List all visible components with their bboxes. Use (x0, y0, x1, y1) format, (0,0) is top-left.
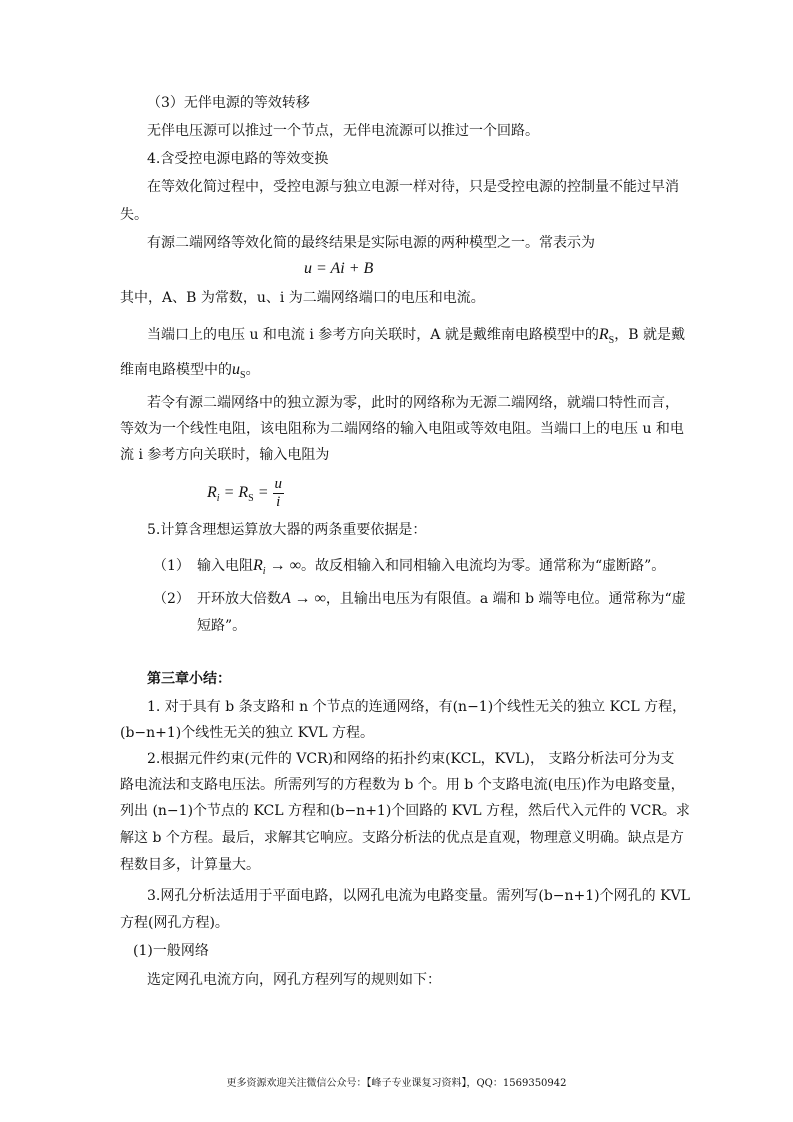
math-ri-infinity (253, 557, 301, 577)
paragraph-line: 3.网孔分析法适用于平面电路，以网孔电流为电路变量。需列写(b−n+1)个网孔的 KVL (147, 888, 690, 904)
math-subscript: S (608, 335, 615, 346)
subsection-equivalent-transfer: （3）无伴电源的等效转移 (147, 95, 310, 111)
paragraph-line: 流 i 参考方向关联时，输入电阻为 (120, 447, 330, 463)
text-segment: 输入电阻 (197, 558, 253, 574)
math-symbol-us (232, 361, 246, 381)
math-subscript: i (262, 566, 266, 577)
paragraph-line: 失。 (120, 207, 148, 223)
formula-input-resistance (207, 476, 284, 511)
paragraph-line: 选定网孔电流方向，网孔方程列写的规则如下： (147, 972, 441, 988)
list-number: （2） (153, 591, 190, 607)
math-symbol: R (207, 484, 217, 502)
fraction (273, 476, 285, 511)
list-number: （1） (153, 558, 190, 574)
paragraph-line (120, 361, 260, 385)
math-symbol: = R (219, 484, 249, 502)
text-segment: 当端口上的电压 u 和电流 i 参考方向关联时，A 就是戴维南电路模型中的 (147, 327, 599, 343)
text-segment: 维南电路模型中的 (120, 362, 232, 378)
fraction-denominator: i (276, 494, 281, 510)
math-symbol: = (253, 484, 269, 502)
subsection-general-network: (1)一般网络 (133, 943, 209, 959)
chapter-summary-heading: 第三章小结： (147, 671, 231, 687)
fraction-numerator: u (274, 476, 282, 492)
text-segment: 开环放大倍数 (197, 591, 281, 607)
math-subscript: S (248, 493, 254, 505)
page-footer: 更多资源欢迎关注微信公众号：【峰子专业课复习资料】，QQ：1569350942 (226, 1078, 567, 1089)
paragraph-line: 程数目多，计算量大。 (120, 857, 260, 873)
formula-u-ai-b: u = Ai + B (304, 260, 374, 277)
list-item-text (197, 590, 686, 608)
text-segment: ，且输出电压为有限值。a 端和 b 端等电位。通常称为“虚 (325, 591, 686, 607)
paragraph-line: 若令有源二端网络中的独立源为零，此时的网络称为无源二端网络，就端口特性而言， (147, 395, 679, 411)
paragraph-line: 路电流法和支路电压法。所需列写的方程数为 b 个。用 b 个支路电流(电压)作为电路变量， (120, 777, 685, 793)
paragraph-line: 无伴电压源可以推过一个节点，无伴电流源可以推过一个回路。 (147, 123, 539, 139)
paragraph-line: 2.根据元件约束(元件的 VCR)和网络的拓扑约束(KCL，KVL)， 支路分析法可分为支 (147, 751, 675, 767)
paragraph-line: 列出 (n−1)个节点的 KCL 方程和(b−n+1)个回路的 KVL 方程，然后代入元件的 VCR。求 (120, 803, 690, 819)
math-symbol-rs (598, 326, 615, 346)
section-op-amp: 5.计算含理想运算放大器的两条重要依据是： (147, 522, 427, 538)
section-controlled-source: 4.含受控电源电路的等效变换 (147, 151, 329, 167)
text-segment: ，B 就是戴 (614, 327, 685, 343)
paragraph-line: 有源二端网络等效化简的最终结果是实际电源的两种模型之一。常表示为 (147, 235, 595, 251)
math-symbol: u (232, 361, 240, 378)
paragraph-line: 解这 b 个方程。最后，求解其它响应。支路分析法的优点是直观，物理意义明确。缺点是方 (120, 830, 684, 846)
math-subscript: S (240, 370, 246, 381)
text-segment: 。 (245, 362, 260, 378)
paragraph-line (147, 326, 685, 350)
paragraph-line: 在等效化简过程中，受控电源与独立电源一样对待，只是受控电源的控制量不能过早消 (147, 179, 679, 195)
paragraph-line: 等效为一个线性电阻，该电阻称为二端网络的输入电阻或等效电阻。当端口上的电压 u 和电 (120, 421, 684, 437)
paragraph-line: 其中，A、B 为常数，u、i 为二端网络端口的电压和电流。 (120, 290, 485, 306)
paragraph-line: (b−n+1)个线性无关的独立 KVL 方程。 (120, 725, 375, 741)
math-subscript: i (216, 493, 220, 505)
list-item-text (197, 557, 665, 581)
list-item-text: 短路”。 (197, 618, 247, 634)
math-a-infinity: A → ∞ (281, 590, 326, 607)
text-segment: 。故反相输入和同相输入电流均为零。通常称为“虚断路”。 (300, 558, 666, 574)
math-symbol: R (253, 557, 263, 574)
math-symbol: R (598, 326, 609, 343)
paragraph-line: 方程(网孔方程)。 (120, 915, 229, 931)
math-symbol: → ∞ (265, 557, 301, 574)
paragraph-line: 1. 对于具有 b 条支路和 n 个节点的连通网络，有(n−1)个线性无关的独立 KCL 方程， (147, 699, 687, 715)
